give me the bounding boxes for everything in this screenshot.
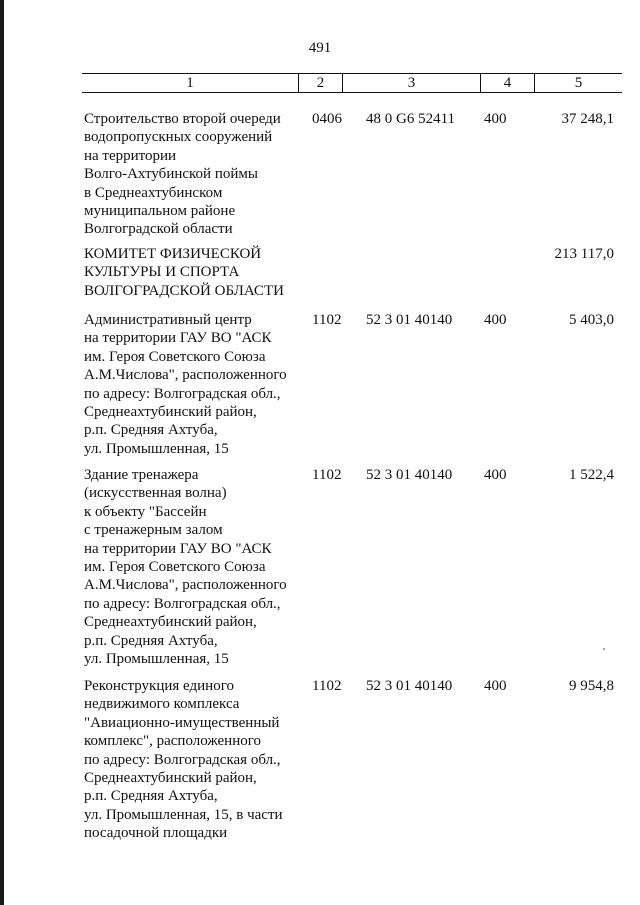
row-section: 1102 [312,312,342,328]
row-section: 1102 [312,678,342,694]
row-type: 400 [484,111,507,127]
header-col-4: 4 [480,74,534,92]
row-code: 48 0 G6 52411 [366,111,456,127]
row-section: 1102 [312,467,342,483]
header-col-2: 2 [298,74,342,92]
scan-edge [0,0,4,905]
row-amount: 213 117,0 [554,246,614,262]
header-col-5: 5 [534,74,622,92]
row-section: 0406 [312,111,342,127]
row-name: Административный центр на территории ГАУ ВО "АСК им. Героя Советского Союза А.М.Числова", расположенного по адресу: Волгоградская обл., Среднеахтубинский район, р.п. Средняя Ахтуба, ул. Промышленная, 15 [84,312,287,457]
row-amount: 9 954,8 [569,678,614,694]
row-code: 52 3 01 40140 [366,678,453,694]
scan-speck [603,648,605,650]
row-amount: 1 522,4 [569,467,614,483]
row-amount: 5 403,0 [569,312,614,328]
row-type: 400 [484,467,507,483]
row-name: Реконструкция единого недвижимого комплекса "Авиационно-имущественный комплекс", расположенного по адресу: Волгоградская обл., Среднеахтубинский район, р.п. Средняя Ахтуба, ул. Промышленная, 15, в части посадочной площадки [84,678,283,842]
row-type: 400 [484,312,507,328]
page-number: 491 [308,40,332,56]
row-type: 400 [484,678,507,694]
table-header [82,73,622,93]
row-amount: 37 248,1 [561,111,614,127]
row-code: 52 3 01 40140 [366,312,453,328]
row-name: КОМИТЕТ ФИЗИЧЕСКОЙ КУЛЬТУРЫ И СПОРТА ВОЛГОГРАДСКОЙ ОБЛАСТИ [84,246,284,299]
row-name: Здание тренажера (искусственная волна) к объекту "Бассейн с тренажерным залом на территории ГАУ ВО "АСК им. Героя Советского Союза А.М.Числова", расположенного по адресу: Волгоградская обл., Среднеахтубинский район, р.п. Средняя Ахтуба, ул. Промышленная, 15 [84,467,287,668]
header-col-1: 1 [186,75,194,91]
header-col-3: 3 [342,74,480,92]
row-name: Строительство второй очереди водопропускных сооружений на территории Волго-Ахтубинской поймы в Среднеахтубинском муниципальном районе Волгоградской области [84,111,281,238]
row-code: 52 3 01 40140 [366,467,453,483]
